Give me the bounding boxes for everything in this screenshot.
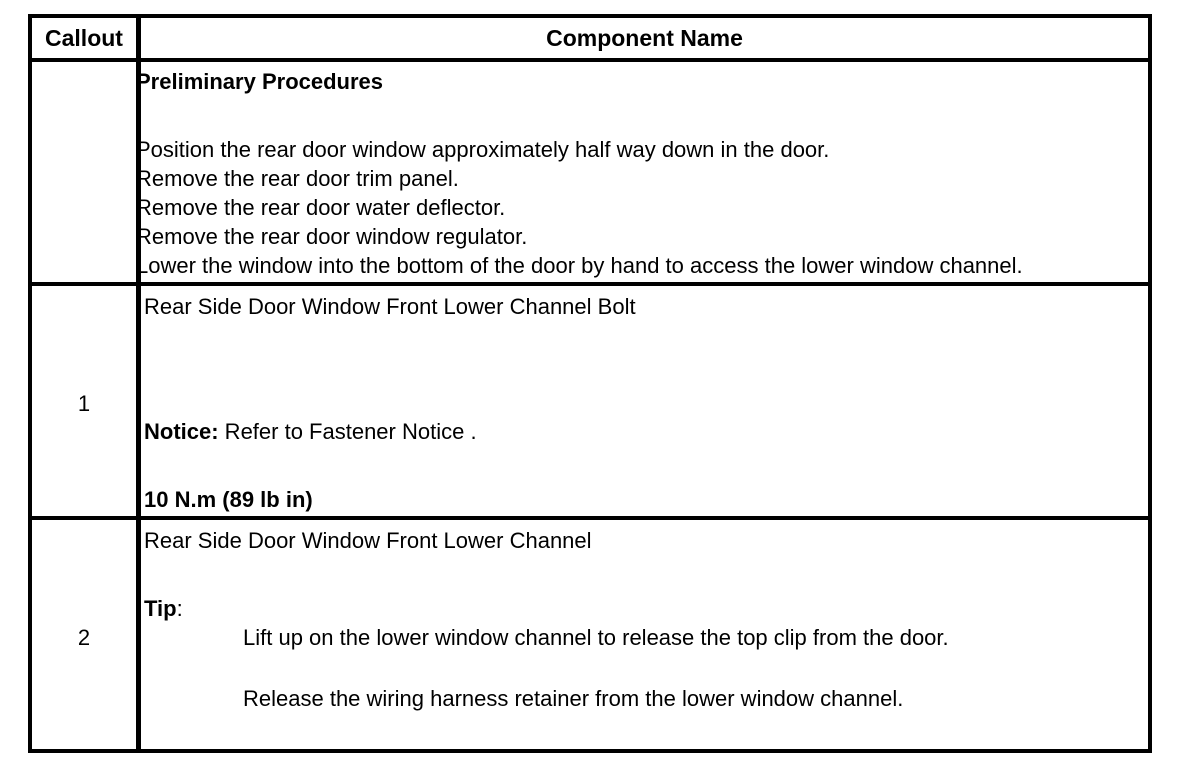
notice [144,419,477,445]
tip [144,596,183,622]
header-divider [32,58,1148,62]
preliminary-step: Remove the rear door water deflector. [136,195,506,220]
procedure-table [28,14,1152,753]
callout-number: 1 [77,391,91,416]
row-divider-preliminary [32,282,1148,286]
column-divider [136,18,141,749]
component-name: Rear Side Door Window Front Lower Channel Bolt [144,294,636,319]
preliminary-procedures-title: Preliminary Procedures [136,69,384,94]
preliminary-step: Remove the rear door window regulator. [136,224,528,249]
preliminary-step: Lower the window into the bottom of the door by hand to access the lower window channel. [136,253,1023,278]
component-name-column-header: Component Name [546,25,743,51]
tip-item: Lift up on the lower window channel to release the top clip from the door. [243,625,949,650]
preliminary-step: Position the rear door window approximately half way down in the door. [136,137,830,162]
component-name: Rear Side Door Window Front Lower Channel [144,528,592,553]
callout-number: 2 [77,625,91,650]
notice-text: Refer to Fastener Notice . [218,419,477,444]
row-divider-callout-1 [32,516,1148,520]
torque-spec: 10 N.m (89 lb in) [144,487,313,512]
tip-colon: : [176,596,183,621]
tip-label: Tip [144,596,177,621]
callout-column-header: Callout [45,25,123,51]
tip-item: Release the wiring harness retainer from the lower window channel. [243,686,904,711]
preliminary-step: Remove the rear door trim panel. [136,166,459,191]
notice-label: Notice: [144,419,219,444]
